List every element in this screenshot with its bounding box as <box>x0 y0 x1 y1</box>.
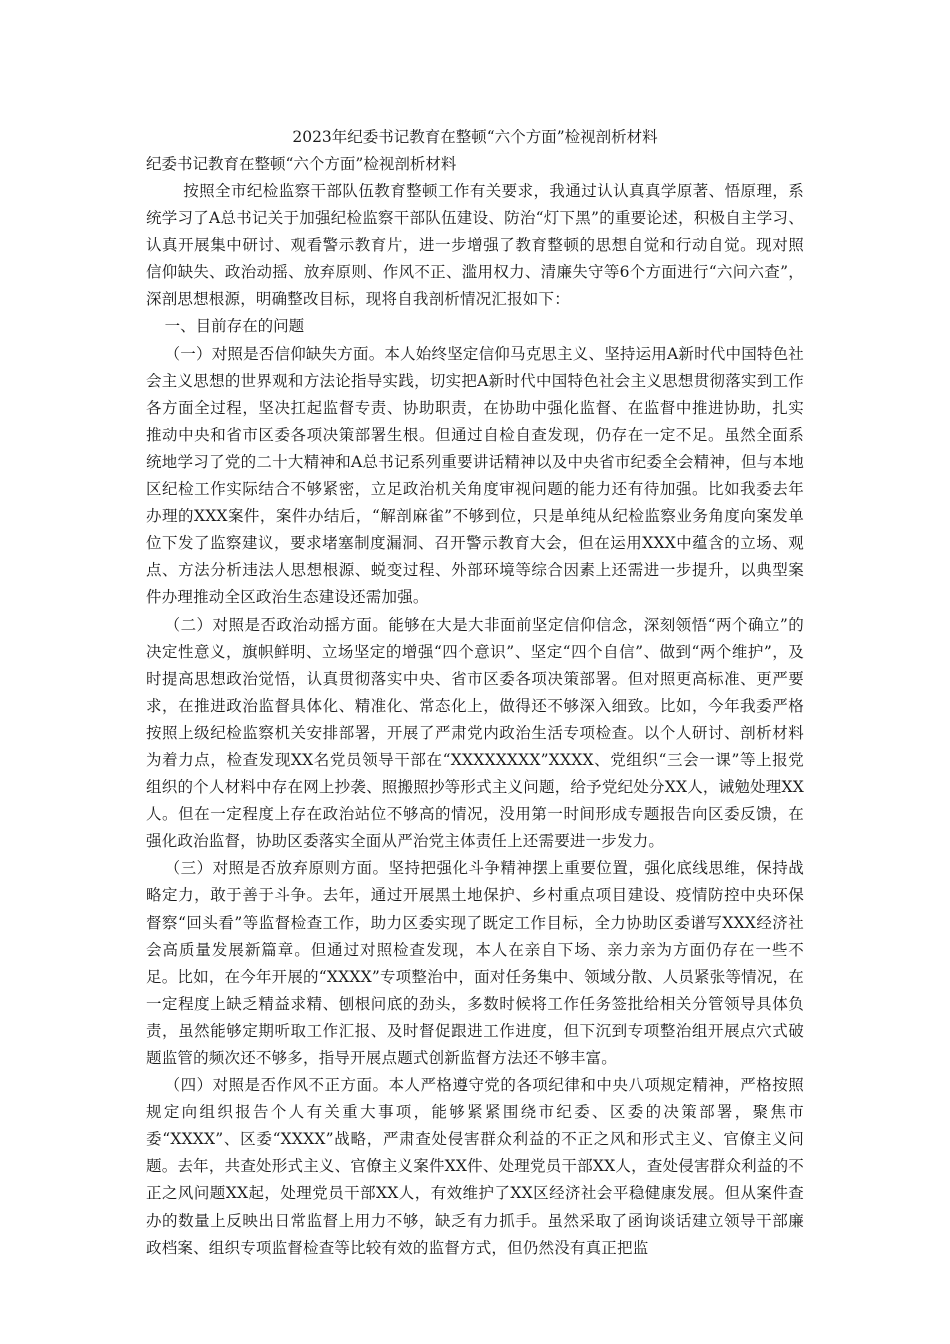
paragraph-political: （二）对照是否政治动摇方面。能够在大是大非面前坚定信仰信念，深刻领悟“两个确立”的决定性意义，旗帜鲜明、立场坚定的增强“四个意识”、坚定“四个自信”、做到“两个维护”，及时提高思想政治觉悟，认真贯彻落实中央、省市区委各项决策部署。但对照更高标准、更严要求，在推进政治监督具体化、精准化、常态化上，做得还不够深入细致。比如，今年我委严格按照上级纪检监察机关安排部署，开展了严肃党内政治生活专项检查。以个人研讨、剖析材料为着力点，检查发现XX名党员领导干部在“XXXXXXXX”XXXX、党组织“三会一课”等上报党组织的个人材料中存在网上抄袭、照搬照抄等形式主义问题，给予党纪处分XX人，诫勉处理XX人。但在一定程度上存在政治站位不够高的情况，没用第一时间形成专题报告向区委反馈，在强化政治监督，协助区委落实全面从严治党主体责任上还需要进一步发力。 <box>146 615 804 851</box>
section-heading: 一、目前存在的问题 <box>164 317 305 336</box>
paragraph-belief: （一）对照是否信仰缺失方面。本人始终坚定信仰马克思主义、坚持运用A新时代中国特色社会主义思想的世界观和方法论指导实践，切实把A新时代中国特色社会主义思想贯彻落实到工作各方面全过程，坚决扛起监督专责、协助职责，在协助中强化监督、在监督中推进协助，扎实推动中央和省市区委各项决策部署生根。但通过自检自查发现，仍存在一定不足。虽然全面系统地学习了党的二十大精神和A总书记系列重要讲话精神以及中央省市纪委全会精神，但与本地区纪检工作实际结合不够紧密，立足政治机关角度审视问题的能力还有待加强。比如我委去年办理的XXX案件，案件办结后，“解剖麻雀”不够到位，只是单纯从纪检监察业务角度向案发单位下发了监察建议，要求堵塞制度漏洞、召开警示教育大会，但在运用XXX中蕴含的立场、观点、方法分析违法人思想根源、蜕变过程、外部环境等综合因素上还需进一步提升，以典型案件办理推动全区政治生态建设还需加强。 <box>146 344 804 607</box>
paragraph-principle: （三）对照是否放弃原则方面。坚持把强化斗争精神摆上重要位置，强化底线思维，保持战略定力，敢于善于斗争。去年，通过开展黑土地保护、乡村重点项目建设、疫情防控中央环保督察“回头看”等监督检查工作，助力区委实现了既定工作目标，全力协助区委谱写XXX经济社会高质量发展新篇章。但通过对照检查发现，本人在亲自下场、亲力亲为方面仍存在一些不足。比如，在今年开展的“XXXX”专项整治中，面对任务集中、领域分散、人员紧张等情况，在一定程度上缺乏精益求精、刨根问底的劲头，多数时候将工作任务签批给相关分管领导具体负责，虽然能够定期听取工作汇报、及时督促跟进工作进度，但下沉到专项整治组开展点穴式破题监管的频次还不够多，指导开展点题式创新监督方法还不够丰富。 <box>146 859 804 1067</box>
paragraph-style: （四）对照是否作风不正方面。本人严格遵守党的各项纪律和中央八项规定精神，严格按照规定向组织报告个人有关重大事项，能够紧紧围绕市纪委、区委的决策部署，聚焦市委“XXXX”、区委“XXXX”战略，严肃查处侵害群众利益的不正之风和形式主义、官僚主义问题。去年，共查处形式主义、官僚主义案件XX件、处理党员干部XX人，查处侵害群众利益的不正之风问题XX起，处理党员干部XX人，有效维护了XX区经济社会平稳健康发展。但从案件查办的数量上反映出日常监督上用力不够，缺乏有力抓手。虽然采取了函询谈话建立领导干部廉政档案、组织专项监督检查等比较有效的监督方式，但仍然没有真正把监 <box>146 1076 804 1257</box>
document-subtitle: 纪委书记教育在整顿“六个方面”检视剖析材料 <box>146 155 457 173</box>
intro-paragraph: 按照全市纪检监察干部队伍教育整顿工作有关要求，我通过认认真真学原著、悟原理，系统学习了A总书记关于加强纪检监察干部队伍建设、防治“灯下黑”的重要论述，积极自主学习、认真开展集中研讨、观看警示教育片，进一步增强了教育整顿的思想自觉和行动自觉。现对照信仰缺失、政治动摇、放弃原则、作风不正、滥用权力、清廉失守等6个方面进行“六问六查”，深剖思想根源，明确整改目标，现将自我剖析情况汇报如下： <box>146 182 804 309</box>
document-page <box>146 124 804 1262</box>
document-title: 2023年纪委书记教育在整顿“六个方面”检视剖析材料 <box>292 128 658 146</box>
